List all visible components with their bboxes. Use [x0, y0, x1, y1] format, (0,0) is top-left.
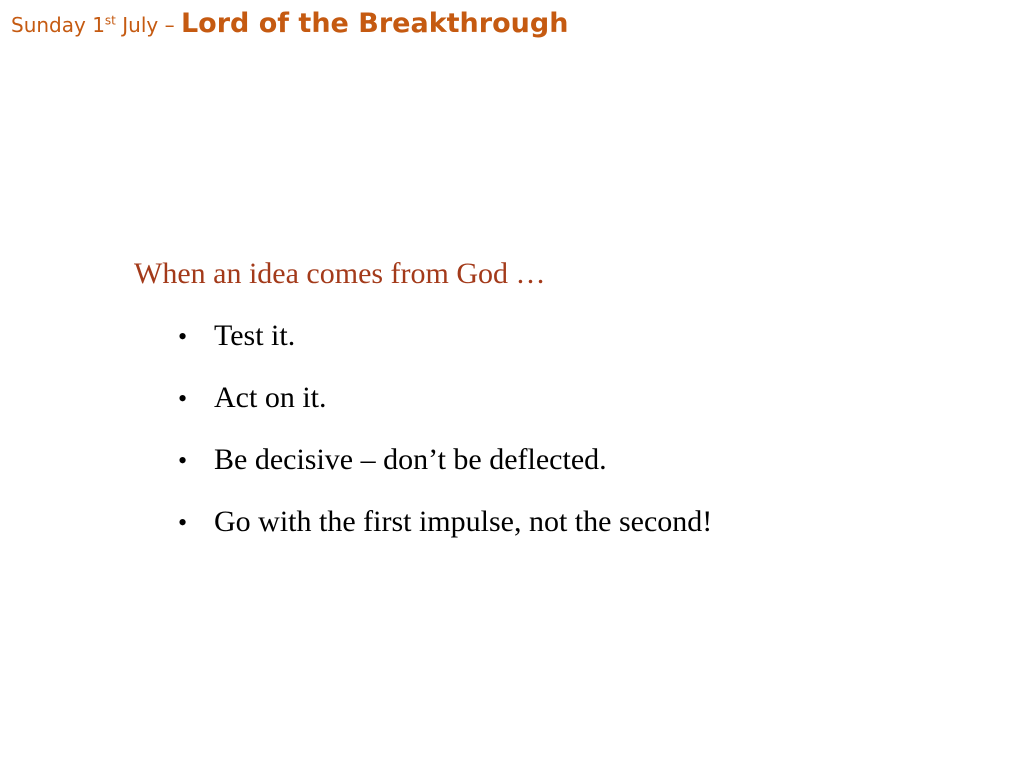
- slide-content: [134, 254, 712, 564]
- slide-header: [11, 8, 568, 39]
- date-ordinal-suffix: st: [104, 13, 116, 28]
- list-item-text: Test it.: [214, 319, 296, 352]
- list-item-text: Be decisive – don’t be deflected.: [214, 443, 607, 476]
- bullet-list: [134, 316, 712, 543]
- intro-text: When an idea comes from God …: [134, 257, 546, 290]
- list-item: [178, 440, 712, 481]
- list-item: [178, 378, 712, 419]
- bullet-icon: •: [178, 446, 188, 475]
- page-title: Lord of the Breakthrough: [180, 8, 569, 39]
- date-day: Sunday 1: [11, 13, 105, 37]
- date-month: July: [115, 13, 159, 37]
- bullet-icon: •: [178, 508, 188, 537]
- list-item: [178, 316, 712, 357]
- list-item-text: Go with the first impulse, not the second!: [214, 505, 713, 538]
- list-item: [178, 502, 712, 543]
- bullet-icon: •: [178, 384, 188, 413]
- bullet-icon: •: [178, 322, 188, 351]
- date-label: [11, 13, 158, 37]
- header-separator: –: [158, 13, 181, 37]
- list-item-text: Act on it.: [214, 381, 327, 414]
